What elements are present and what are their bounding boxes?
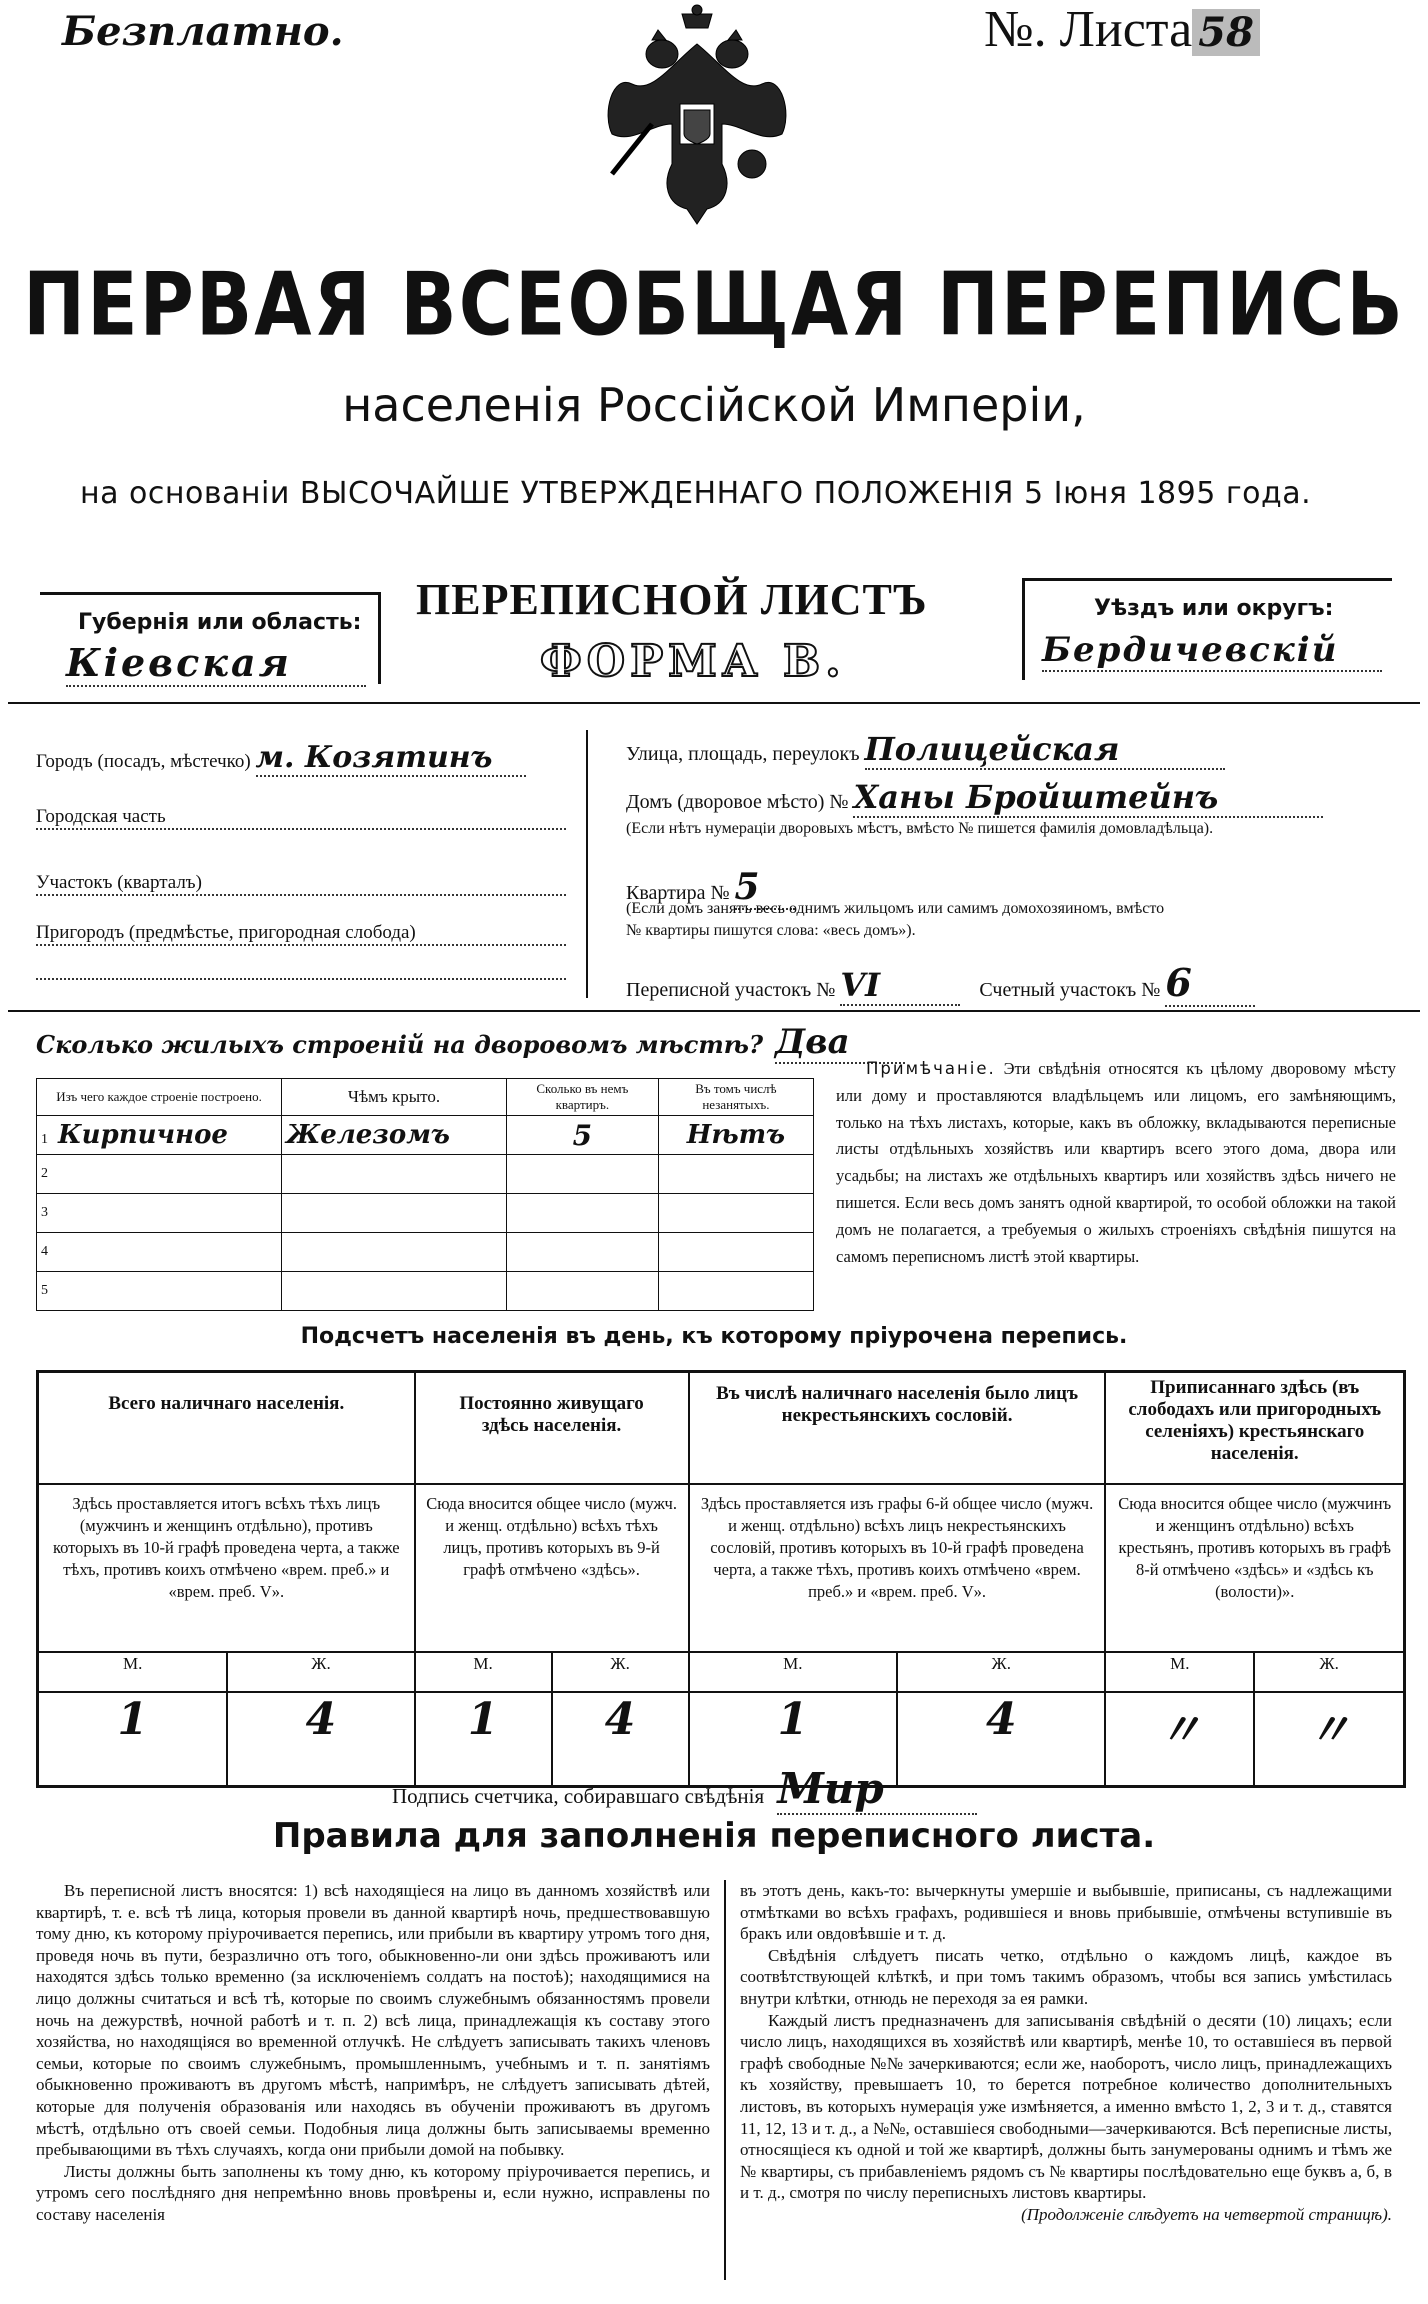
city-label: Городъ (посадъ, мѣстечко) bbox=[36, 751, 251, 772]
female-label: Ж. bbox=[552, 1652, 689, 1692]
pop-col-text: Здѣсь проставляется изъ графы 6-й общее число (мужч. и женщ. отдѣльно) всѣхъ лицъ некрестьянскихъ сословій, противъ которыхъ въ 10-й графѣ проведена черта, а также тѣхъ, противъ коихъ отмѣчено «врем. преб.» и «врем. преб. V». bbox=[689, 1484, 1106, 1652]
form-title: ФОРМА В. bbox=[540, 636, 846, 687]
row-roof-value bbox=[282, 1272, 507, 1311]
census-subtitle: населенія Россійской Имперіи, bbox=[342, 378, 1086, 432]
row-cell-what bbox=[37, 1233, 282, 1272]
male-count: 1 bbox=[415, 1692, 552, 1787]
col-header-apts: Сколько въ немъ квартиръ. bbox=[506, 1079, 658, 1116]
census-title: ПЕРВАЯ ВСЕОБЩАЯ ПЕРЕПИСЬ bbox=[23, 254, 1405, 356]
note-title: Примѣчаніе. bbox=[866, 1059, 996, 1078]
male-label: М. bbox=[1105, 1652, 1254, 1692]
rules-title: Правила для заполненія переписного листа. bbox=[272, 1816, 1156, 1856]
sheet-number-value: 58 bbox=[1192, 9, 1260, 56]
house-note: (Если нѣтъ нумераціи дворовыхъ мѣстъ, вмѣсто № пишется фамилія домовладѣльца). bbox=[626, 820, 1214, 837]
female-label: Ж. bbox=[1254, 1652, 1404, 1692]
row-number: 1 bbox=[41, 1132, 48, 1147]
districts-field bbox=[626, 960, 1255, 1007]
row-apts-value: 5 bbox=[506, 1116, 658, 1155]
female-count: 4 bbox=[227, 1692, 414, 1787]
male-label: М. bbox=[689, 1652, 897, 1692]
count-district-value: 6 bbox=[1165, 960, 1255, 1007]
male-count: 1 bbox=[38, 1692, 228, 1787]
row-roof-value bbox=[282, 1194, 507, 1233]
census-district-label: Переписной участокъ № bbox=[626, 979, 836, 1001]
signature-field bbox=[392, 1764, 977, 1815]
coat-of-arms-icon bbox=[592, 4, 802, 232]
row-cell-what bbox=[37, 1272, 282, 1311]
row-apts-value bbox=[506, 1272, 658, 1311]
divider bbox=[1022, 578, 1025, 680]
female-count: 4 bbox=[552, 1692, 689, 1787]
table-row bbox=[37, 1194, 814, 1233]
signature-label: Подпись счетчика, собиравшаго свѣдѣнія bbox=[392, 1784, 765, 1808]
pop-col-head: Всего наличнаго населенія. bbox=[38, 1372, 415, 1485]
apartment-note-2: № квартиры пишутся слова: «весь домъ»). bbox=[626, 922, 916, 939]
address-blank-line bbox=[36, 964, 566, 980]
pop-col-text: Сюда вносится общее число (мужч. и женщ. отдѣльно) всѣхъ тѣхъ лицъ, противъ которыхъ въ 9-й графѣ отмѣчено «здѣсь». bbox=[415, 1484, 689, 1652]
house-label: Домъ (дворовое мѣсто) № bbox=[626, 791, 849, 813]
row-roof-value bbox=[282, 1233, 507, 1272]
divider bbox=[8, 702, 1420, 704]
city-field bbox=[36, 740, 566, 777]
pop-col-text: Сюда вносится общее число (мужчинъ и женщинъ отдѣльно) всѣхъ крестьянъ, противъ которыхъ въ графѣ 8-й отмѣчено «здѣсь» и «здѣсь къ (волости)». bbox=[1105, 1484, 1404, 1652]
rules-paragraph: Свѣдѣнія слѣдуетъ писать четко, отдѣльно о каждомъ лицѣ, каждое въ соотвѣтствующей клѣткѣ, и при томъ такимъ образомъ, чтобы вся запись умѣстилась внутри клѣтки, отнюдь не переходя за ея рамки. bbox=[740, 1945, 1392, 2008]
pop-col-text: Здѣсь проставляется итогъ всѣхъ тѣхъ лицъ (мужчинъ и женщинъ отдѣльно), противъ которыхъ въ 10-й графѣ проведена черта, а также тѣхъ, противъ коихъ отмѣчено «врем. преб.» и «врем. преб. V». bbox=[38, 1484, 415, 1652]
row-empty-value bbox=[658, 1272, 813, 1311]
apartment-note-1: (Если домъ занятъ весь однимъ жильцомъ или самимъ домохозяиномъ, вмѣсто bbox=[626, 900, 1165, 917]
signature-value: Мир bbox=[777, 1764, 977, 1815]
female-label: Ж. bbox=[897, 1652, 1105, 1692]
row-empty-value: Нѣтъ bbox=[658, 1116, 813, 1155]
rules-left-column bbox=[36, 1880, 710, 2226]
rules-paragraph: Въ переписной листъ вносятся: 1) всѣ находящіеся на лицо въ данномъ хозяйствѣ или квартирѣ, т. е. всѣ тѣ лица, которыя провели въ данной квартирѣ ночь, предшествовавшую тому дню, къ которому пріурочивается перепись, или прибыли въ квартиру утромъ того дня, проведя ночь въ пути, безразлично отъ того, обыкновенно-ли они здѣсь проживаютъ или находятся здѣсь только временно (за исключеніемъ солдатъ на постоѣ); находящимися на лицо должны считаться и всѣ тѣ, которые по своимъ служебнымъ обязанностямъ провели ночь на дежурствѣ, ночной работѣ и т. п. 2) всѣ лица, принадлежащія къ составу этого хозяйства, но находящіяся во временной отлучкѣ. Не слѣдуетъ записывать такихъ членовъ семьи, которые по своимъ служебнымъ, промышленнымъ, учебнымъ и т. п. занятіямъ обыкновенно проживаютъ въ другомъ мѣстѣ, напримѣръ, не слѣдуетъ записывать дѣтей, которые для полученія образованія или находясь въ обученіи проживаютъ въ другомъ мѣстѣ, отдѣльно отъ своей семьи. Подобныя лица должны быть записываемы временно пребывающими въ тѣхъ случаяхъ, когда они прибыли домой на побывку. bbox=[36, 1881, 710, 2160]
divider bbox=[1022, 578, 1392, 581]
row-number: 3 bbox=[41, 1205, 48, 1220]
note-block bbox=[836, 1056, 1396, 1270]
male-label: М. bbox=[415, 1652, 552, 1692]
rules-continued: (Продолженіе слѣдуетъ на четвертой страницѣ). bbox=[1021, 2204, 1392, 2224]
census-basis: на основаніи ВЫСОЧАЙШЕ УТВЕРЖДЕННАГО ПОЛОЖЕНІЯ 5 Іюня 1895 года. bbox=[80, 476, 1312, 511]
population-table bbox=[36, 1370, 1406, 1788]
column-divider bbox=[724, 1880, 726, 2280]
gubernia-label: Губернія или область: bbox=[78, 610, 362, 635]
row-cell-what bbox=[37, 1155, 282, 1194]
divider bbox=[40, 592, 380, 595]
row-empty-value bbox=[658, 1233, 813, 1272]
rules-paragraph: Листы должны быть заполнены къ тому дню, къ которому пріурочивается перепись, и утромъ сего послѣдняго дня непремѣнно вновь провѣрены и, если нужно, исправлены по составу населенія bbox=[36, 2161, 710, 2224]
row-empty-value bbox=[658, 1194, 813, 1233]
street-field bbox=[626, 730, 1406, 770]
row-number: 5 bbox=[41, 1283, 48, 1298]
uchastok-label: Участокъ (кварталъ) bbox=[36, 872, 566, 896]
female-count: 〃 bbox=[1254, 1692, 1404, 1787]
buildings-question-text: Сколько жилыхъ строеній на дворовомъ мѣстѣ? bbox=[36, 1030, 764, 1059]
uezd-value: Бердичевскій bbox=[1042, 630, 1382, 672]
row-number: 2 bbox=[41, 1166, 48, 1181]
free-label: Безплатно. bbox=[62, 8, 344, 55]
count-district-label: Счетный участокъ № bbox=[979, 979, 1161, 1001]
street-value: Полицейская bbox=[865, 730, 1225, 770]
row-number: 4 bbox=[41, 1244, 48, 1259]
male-count: 1 bbox=[689, 1692, 897, 1787]
table-row bbox=[37, 1155, 814, 1194]
pop-col-head: Въ числѣ наличнаго населенія было лицъ некрестьянскихъ сословій. bbox=[689, 1372, 1106, 1485]
col-header-roof: Чѣмъ крыто. bbox=[282, 1079, 507, 1116]
table-row bbox=[37, 1233, 814, 1272]
male-count: 〃 bbox=[1105, 1692, 1254, 1787]
sheet-title: ПЕРЕПИСНОЙ ЛИСТЪ bbox=[416, 575, 928, 624]
row-apts-value bbox=[506, 1155, 658, 1194]
row-empty-value bbox=[658, 1155, 813, 1194]
city-value: м. Козятинъ bbox=[256, 740, 526, 777]
gubernia-value: Кіевская bbox=[66, 640, 366, 687]
house-value: Ханы Бройштейнъ bbox=[853, 778, 1323, 818]
prigorod-label: Пригородъ (предмѣстье, пригородная слобода) bbox=[36, 922, 566, 946]
col-header-empty: Въ томъ числѣ незанятыхъ. bbox=[658, 1079, 813, 1116]
apartment-value: 5 bbox=[735, 866, 795, 910]
row-what-value: Кирпичное bbox=[58, 1120, 228, 1150]
rules-right-column bbox=[740, 1880, 1392, 2226]
divider bbox=[378, 592, 381, 684]
house-field bbox=[626, 778, 1406, 818]
divider bbox=[586, 730, 588, 998]
divider bbox=[8, 1010, 1420, 1012]
buildings-answer: Два bbox=[775, 1022, 905, 1064]
col-header-what: Изъ чего каждое строеніе построено. bbox=[37, 1079, 282, 1116]
row-apts-value bbox=[506, 1233, 658, 1272]
row-roof-value bbox=[282, 1155, 507, 1194]
table-row bbox=[37, 1272, 814, 1311]
pop-col-head: Приписаннаго здѣсь (въ слободахъ или пригородныхъ селеніяхъ) крестьянскаго населенія. bbox=[1105, 1372, 1404, 1485]
row-roof-value: Железомъ bbox=[282, 1116, 507, 1155]
apartment-label: Квартира № bbox=[626, 882, 730, 904]
buildings-table bbox=[36, 1078, 814, 1311]
uezd-label: Уѣздъ или округъ: bbox=[1094, 596, 1334, 621]
female-count: 4 bbox=[897, 1692, 1105, 1787]
pop-col-head: Постоянно живущаго здѣсь населенія. bbox=[415, 1372, 689, 1485]
buildings-question bbox=[36, 1022, 905, 1064]
census-district-value: VI bbox=[840, 966, 960, 1006]
sheet-number bbox=[984, 0, 1260, 59]
male-label: М. bbox=[38, 1652, 228, 1692]
rules-paragraph: Каждый листъ предназначенъ для записыванія свѣдѣній о десяти (10) лицахъ; если число лицъ, находящихся въ хозяйствѣ или квартирѣ, менѣе 10, то оставшіеся въ первой графѣ свободные №№ зачеркиваются; если же, наоборотъ, число лицъ, принадлежащихъ къ хозяйству, превышаетъ 10, то берется потребное количество дополнительныхъ листовъ, въ которыхъ нумерація уже измѣняется, а именно вмѣсто 1, 2, 3 и т. д., ставятся 11, 12, 13 и т. д., а №№, оставшіеся свободными—зачеркиваются. Всѣ переписные листы, относящіеся къ одной и той же квартирѣ, должны быть занумерованы однимъ и тѣмъ же № квартиры, съ прибавленіемъ рядомъ съ № квартиры послѣдовательно еще буквъ а, б, в и т. д., смотря по числу переписныхъ листовъ квартиры. bbox=[740, 2010, 1392, 2203]
row-cell-what bbox=[37, 1116, 282, 1155]
rules-paragraph: въ этотъ день, какъ-то: вычеркнуты умершіе и выбывшіе, приписаны, съ надлежащими отмѣтками во всѣхъ графахъ, родившіеся и вновь прибывшіе, отмѣчены вступившіе въ бракъ или овдовѣвшіе и т. д. bbox=[740, 1881, 1392, 1944]
city-part-label: Городская часть bbox=[36, 806, 566, 830]
table-row bbox=[37, 1116, 814, 1155]
row-apts-value bbox=[506, 1194, 658, 1233]
sheet-number-label: №. Листа bbox=[984, 1, 1193, 58]
population-title: Подсчетъ населенія въ день, къ которому пріурочена перепись. bbox=[300, 1324, 1128, 1349]
row-cell-what bbox=[37, 1194, 282, 1233]
female-label: Ж. bbox=[227, 1652, 414, 1692]
note-text: Эти свѣдѣнія относятся къ цѣлому дворовому мѣсту или дому и проставляются владѣльцемъ или лицомъ, его замѣняющимъ, только на тѣхъ листахъ, которые, какъ въ обложку, вкладываются переписные листы отдѣльныхъ хозяйствъ или квартиръ всего этого дома, двора или усадьбы; на листахъ же отдѣльныхъ квартиръ или хозяйствъ здѣсь ничего не пишется. Если весь домъ занятъ одной квартирой, то особой обложки на такой домъ не полагается, а требуемыя о жилыхъ строеніяхъ свѣдѣнія пишутся на самомъ переписномъ листѣ этой квартиры. bbox=[836, 1059, 1397, 1266]
street-label: Улица, площадь, переулокъ bbox=[626, 743, 860, 765]
